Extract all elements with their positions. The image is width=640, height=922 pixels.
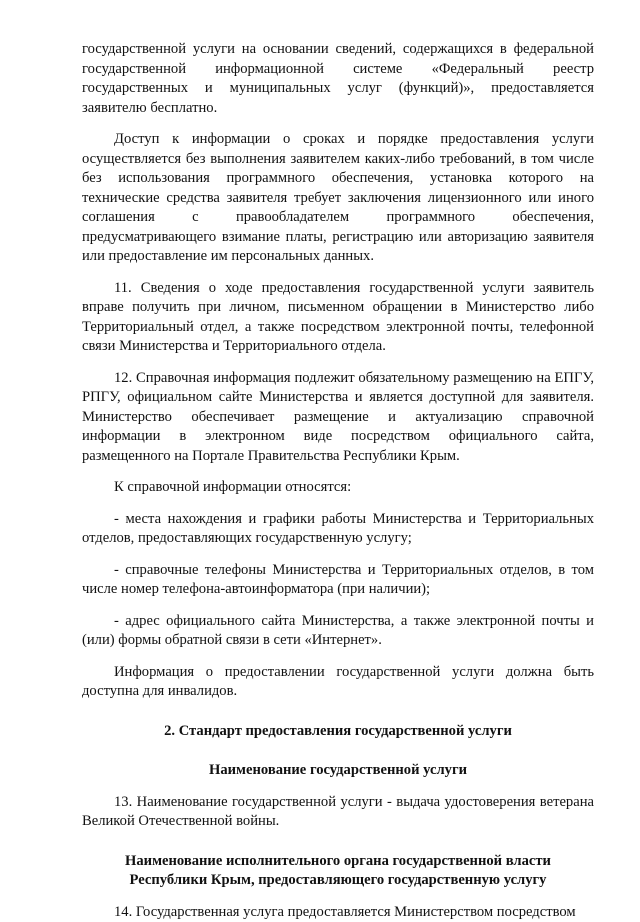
paragraph-disabled-access: Информация о предоставлении государственной услуги должна быть доступна для инвалидов. xyxy=(82,663,594,702)
paragraph-14: 14. Государственная услуга предоставляется Министерством посредством xyxy=(82,903,594,922)
subheading-executive-body: Наименование исполнительного органа государственной власти Республики Крым, предоставляющего государственную услугу xyxy=(82,852,594,891)
list-item-phones: - справочные телефоны Министерства и Территориальных отделов, в том числе номер телефона-автоинформатора (при наличии); xyxy=(82,561,594,600)
paragraph-13: 13. Наименование государственной услуги - выдача удостоверения ветерана Великой Отечественной войны. xyxy=(82,793,594,832)
section-heading-2: 2. Стандарт предоставления государственной услуги xyxy=(82,722,594,742)
paragraph-12: 12. Справочная информация подлежит обязательному размещению на ЕПГУ, РПГУ, официальном сайте Министерства и является доступной для заявителя. Министерство обеспечивает размещение и актуализацию справочной информации в электронном виде посредством официального сайта, размещенного на Портале Правительства Республики Крым. xyxy=(82,369,594,467)
paragraph-reference-intro: К справочной информации относятся: xyxy=(82,478,594,498)
list-item-locations: - места нахождения и графики работы Министерства и Территориальных отделов, предоставляющих государственную услугу; xyxy=(82,510,594,549)
subheading-service-name: Наименование государственной услуги xyxy=(82,761,594,781)
paragraph-continuation: государственной услуги на основании сведений, содержащихся в федеральной государственной информационной системе «Федеральный реестр государственных и муниципальных услуг (функций)», предоставляется заявителю бесплатно. xyxy=(82,40,594,118)
list-item-website: - адрес официального сайта Министерства, а также электронной почты и (или) формы обратной связи в сети «Интернет». xyxy=(82,612,594,651)
paragraph-access-info: Доступ к информации о сроках и порядке предоставления услуги осуществляется без выполнения заявителем каких-либо требований, в том числе без использования программного обеспечения, установка которого на технические средства заявителя требует заключения лицензионного или иного соглашения с правообладателем программного обеспечения, предусматривающего взимание платы, регистрацию или авторизацию заявителя или предоставление им персональных данных. xyxy=(82,130,594,267)
paragraph-11: 11. Сведения о ходе предоставления государственной услуги заявитель вправе получить при личном, письменном обращении в Министерство либо Территориальный отдел, а также посредством электронной почты, телефонной связи Министерства и Территориального отдела. xyxy=(82,279,594,357)
